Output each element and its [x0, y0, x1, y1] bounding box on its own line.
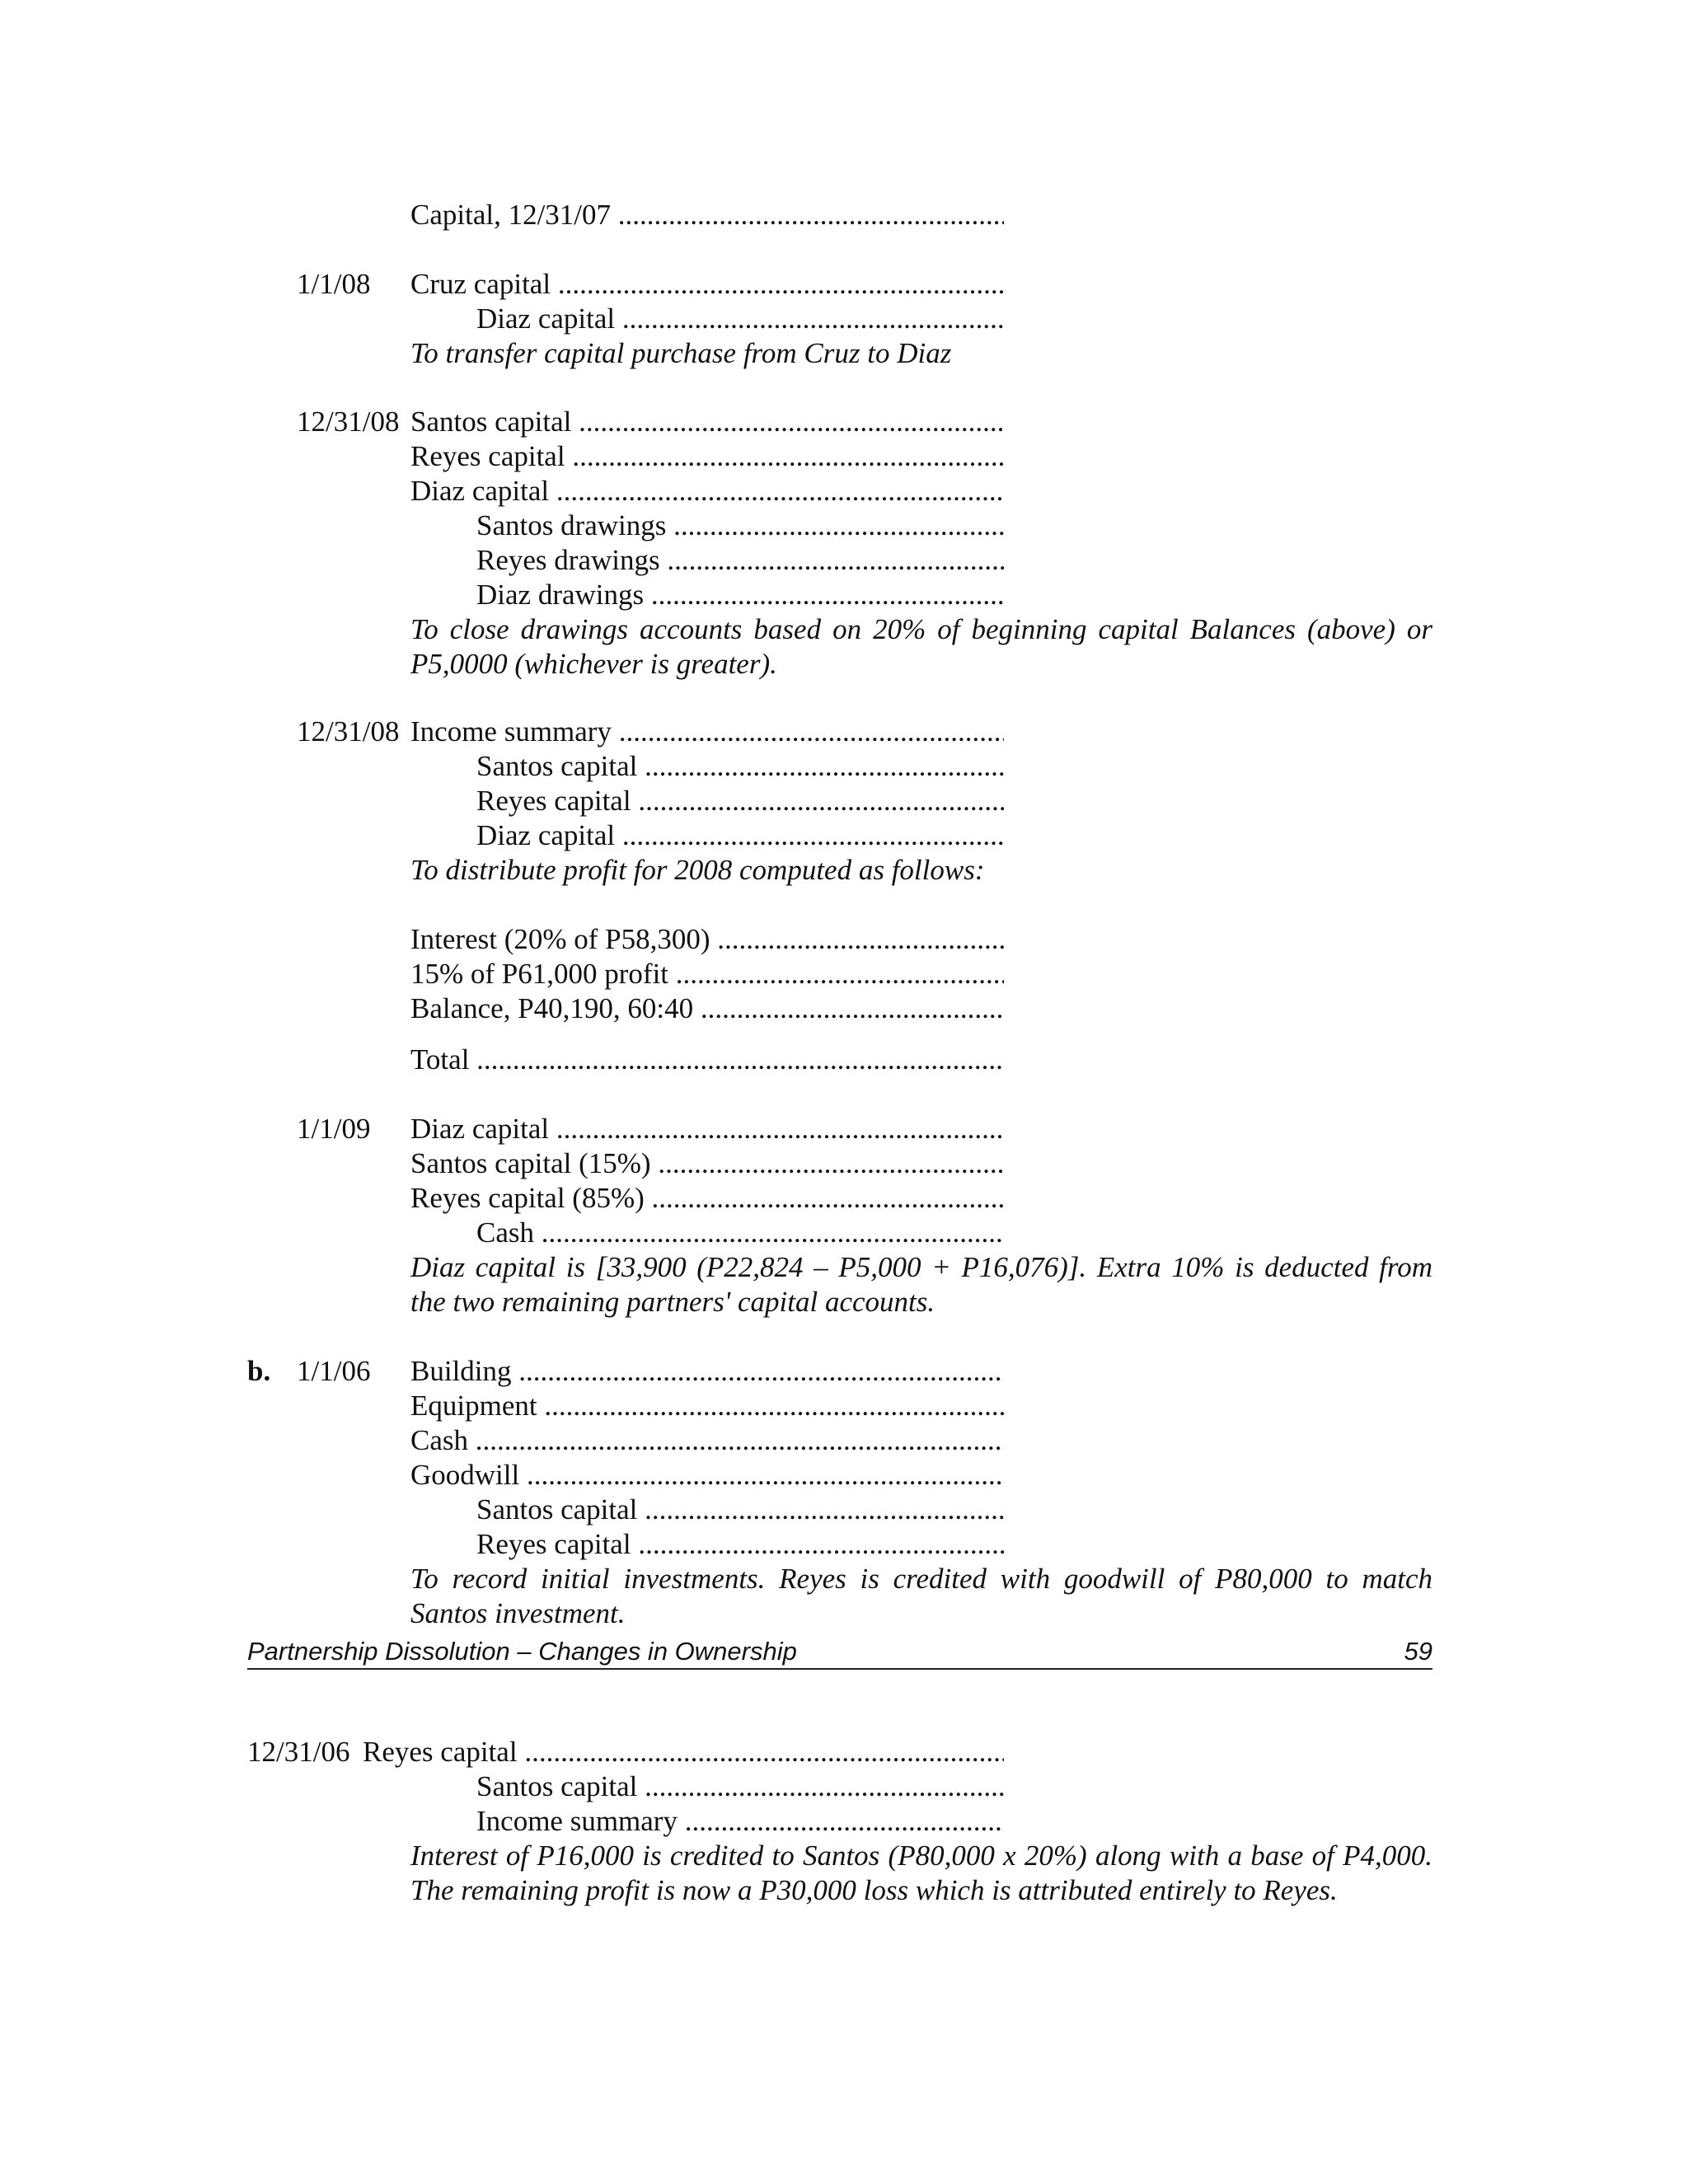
row-label: 15% of P61,000 profit ..... — [410, 957, 1004, 991]
debit-account: Equipment ..... — [410, 1389, 1004, 1423]
credit-account: Reyes drawings ..... — [476, 543, 1004, 578]
debit-account: Income summary ..... — [410, 715, 1004, 749]
entry-date: 12/31/08 — [297, 405, 400, 438]
debit-account: Diaz capital ..... — [410, 1112, 1004, 1146]
debit-account: Santos capital ..... — [410, 405, 1004, 439]
credit-account: Diaz capital ..... — [476, 818, 1004, 853]
credit-account: Diaz capital ..... — [476, 302, 1004, 336]
debit-account: Building ..... — [410, 1354, 1004, 1389]
entry-note: To close drawings accounts based on 20% of beginning capital Balances (above) or P5,0000 (whichever is greater). — [410, 613, 1432, 680]
credit-account: Santos capital ..... — [476, 1769, 1004, 1804]
debit-account: Diaz capital ..... — [410, 474, 1004, 509]
credit-account: Reyes capital ..... — [476, 1527, 1004, 1562]
entry-date: 1/1/06 — [297, 1355, 371, 1387]
debit-account: Goodwill ..... — [410, 1458, 1004, 1493]
page-footer — [247, 1635, 1432, 1670]
entry-note: Interest of P16,000 is credited to Santos (P80,000 x 20%) along with a base of P4,000. The remaining profit is now a P30,000 loss which is attributed entirely to Reyes. — [410, 1840, 1432, 1906]
debit-account: Cruz capital ..... — [410, 267, 1004, 302]
credit-account: Santos drawings ..... — [476, 509, 1004, 543]
entry-note: To transfer capital purchase from Cruz to Diaz — [410, 337, 952, 369]
page-number: 59 — [1404, 1637, 1432, 1666]
debit-account: Reyes capital ..... — [363, 1735, 1004, 1769]
credit-account: Santos capital ..... — [476, 749, 1004, 784]
entry-date: 1/1/09 — [297, 1113, 371, 1145]
debit-account: Cash ..... — [410, 1423, 1004, 1458]
credit-account: Cash ..... — [476, 1216, 1004, 1250]
credit-account: Reyes capital ..... — [476, 784, 1004, 818]
capital-line-label: Capital, 12/31/07 ..... — [410, 198, 1004, 232]
entry-date: 12/31/08 — [297, 715, 400, 748]
debit-account: Reyes capital ..... — [410, 439, 1004, 474]
credit-account: Santos capital ..... — [476, 1493, 1004, 1527]
total-label: Total ..... — [410, 1043, 1004, 1077]
debit-account: Santos capital (15%) ..... — [410, 1146, 1004, 1181]
entry-note: To record initial investments. Reyes is credited with goodwill of P80,000 to match Santos investment. — [410, 1563, 1432, 1629]
row-label: Balance, P40,190, 60:40 ..... — [410, 991, 1004, 1026]
entry-date: 12/31/06 — [247, 1736, 350, 1768]
debit-account: Reyes capital (85%) ..... — [410, 1181, 1004, 1216]
row-label: Interest (20% of P58,300) ..... — [410, 922, 1004, 957]
footer-title: Partnership Dissolution – Changes in Ownership — [247, 1637, 797, 1666]
entry-note: To distribute profit for 2008 computed as follows: — [410, 854, 985, 886]
credit-account: Diaz drawings ..... — [476, 578, 1004, 612]
entry-note: Diaz capital is [33,900 (P22,824 – P5,000 + P16,076)]. Extra 10% is deducted from the two remaining partners' capital accounts. — [410, 1251, 1432, 1318]
part-marker: b. — [247, 1355, 271, 1387]
credit-account: Income summary ..... — [476, 1804, 1004, 1839]
entry-date: 1/1/08 — [297, 268, 371, 300]
